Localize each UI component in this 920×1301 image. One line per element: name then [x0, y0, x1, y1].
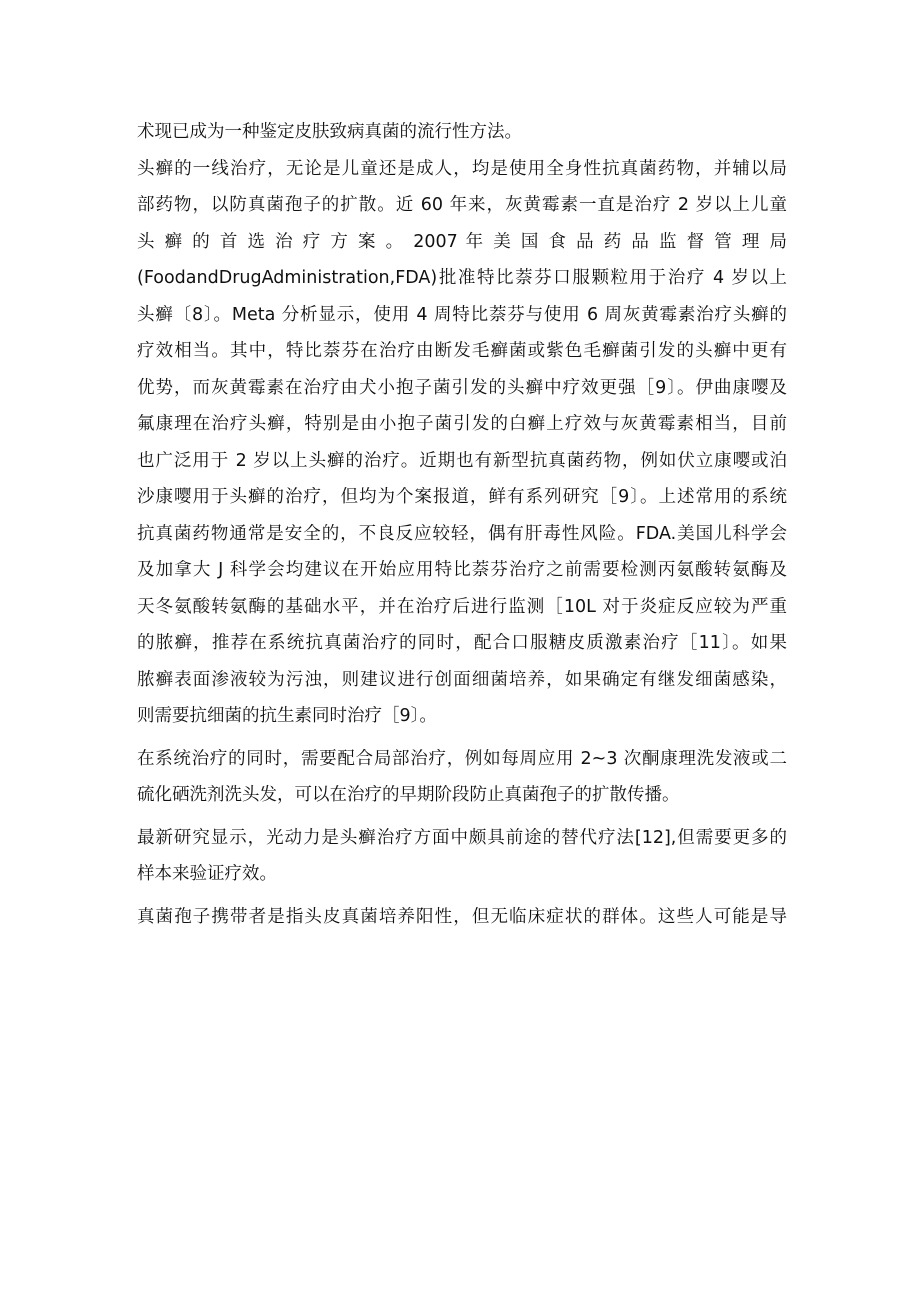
text-line: 头癣的一线治疗，无论是儿童还是成人，均是使用全身性抗真菌药物，并辅以局 [137, 158, 787, 179]
text-line: 优势，而灰黄霉素在治疗由犬小抱子菌引发的头癣中疗效更强［9〕。伊曲康嘤及 [137, 377, 787, 398]
text-line: (FoodandDrugAdministration,FDA)批准特比萘芬口服颗粒用于治疗 4 岁以上 [137, 268, 787, 288]
text-line: 在系统治疗的同时，需要配合局部治疗，例如每周应用 2~3 次酮康理洗发液或二 [137, 748, 787, 769]
text-line: 硫化硒洗剂洗头发，可以在治疗的早期阶段防止真菌孢子的扩散传播。 [137, 785, 680, 805]
text-line: 头癣〔8〕。Meta 分析显示，使用 4 周特比萘芬与使用 6 周灰黄霉素治疗头癣的 [137, 304, 787, 325]
text-line: 沙康嘤用于头癣的治疗，但均为个案报道，鲜有系列研究［9〕。上述常用的系统 [137, 487, 787, 507]
text-line: 氟康理在治疗头癣，特别是由小抱子菌引发的白癣上疗效与灰黄霉素相当，目前 [137, 414, 787, 434]
text-line: 真菌孢子携带者是指头皮真菌培养阳性，但无临床症状的群体。这些人可能是导 [137, 906, 787, 927]
document-body [137, 114, 787, 935]
text-line: 头 癣 的 首 选 治 疗 方 案 。 2007 年 美 国 食 品 药 品 监 督 管 理 局 [137, 231, 787, 252]
text-line: 术现已成为一种鉴定皮肤致病真菌的流行性方法。 [137, 122, 522, 142]
text-line: 的脓癣，推荐在系统抗真菌治疗的同时，配合口服糖皮质激素治疗［11〕。如果 [137, 633, 787, 653]
text-line: 疗效相当。其中，特比萘芬在治疗由断发毛癣菌或紫色毛癣菌引发的头癣中更有 [137, 341, 787, 361]
text-line: 则需要抗细菌的抗生素同时治疗［9〕。 [137, 706, 437, 726]
text-line: 及加拿大 J 科学会均建议在开始应用特比萘芬治疗之前需要检测丙氨酸转氨酶及 [137, 560, 787, 580]
text-line: 天冬氨酸转氨酶的基础水平，并在治疗后进行监测［10L 对于炎症反应较为严重 [137, 596, 787, 617]
text-line: 样本来验证疗效。 [137, 864, 277, 884]
text-line: 抗真菌药物通常是安全的，不良反应较轻，偶有肝毒性风险。FDA.美国儿科学会 [137, 523, 787, 544]
text-line: 也广泛用于 2 岁以上头癣的治疗。近期也有新型抗真菌药物，例如伏立康嘤或泊 [137, 450, 787, 471]
text-line: 最新研究显示，光动力是头癣治疗方面中颇具前途的替代疗法[12],但需要更多的 [137, 827, 787, 848]
text-line: 部药物，以防真菌孢子的扩散。近 60 年来，灰黄霉素一直是治疗 2 岁以上儿童 [137, 195, 787, 215]
text-line: 脓癣表面渗液较为污浊，则建议进行创面细菌培养，如果确定有继发细菌感染， [137, 669, 787, 690]
